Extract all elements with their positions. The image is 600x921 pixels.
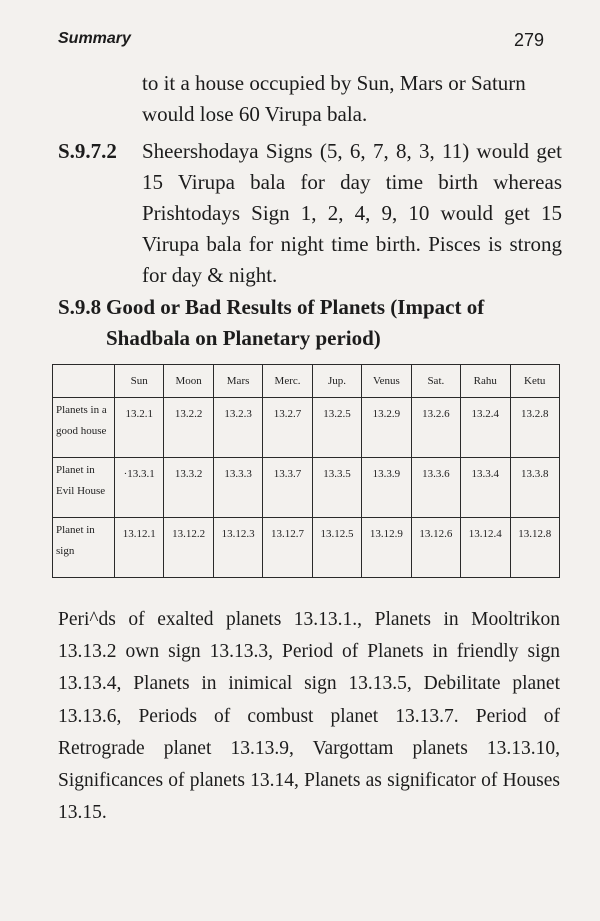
header-cell: Jup. [312,365,361,398]
table-cell: 13.3.3 [213,458,262,518]
header-cell [53,365,115,398]
table-cell: 13.3.6 [411,458,460,518]
table-cell: 13.2.9 [362,398,411,458]
header-cell: Sun [115,365,164,398]
table-cell: 13.2.4 [461,398,510,458]
table-cell: 13.3.7 [263,458,312,518]
table-cell: 13.2.6 [411,398,460,458]
table-cell: 13.2.8 [510,398,560,458]
table-cell: 13.2.1 [115,398,164,458]
table-cell: 13.12.3 [213,518,262,578]
row-label: Planet in Evil House [53,458,115,518]
header-cell: Merc. [263,365,312,398]
table-cell: 13.2.7 [263,398,312,458]
table-header-row [53,365,560,398]
intro-text: to it a house occupied by Sun, Mars or Saturn would lose 60 Virupa bala. [142,71,526,126]
table-cell: 13.12.4 [461,518,510,578]
table-cell: 13.3.4 [461,458,510,518]
header-cell: Sat. [411,365,460,398]
table-cell: 13.12.5 [312,518,361,578]
table-cell: 13.12.9 [362,518,411,578]
heading-line-2: Shadbala on Planetary period) [106,326,381,350]
header-cell: Ketu [510,365,560,398]
section-number: S.9.7.2 [58,139,117,163]
section-s972 [58,136,562,291]
table-cell: 13.3.8 [510,458,560,518]
section-number: S.9.8 [58,295,102,319]
table-cell: 13.12.6 [411,518,460,578]
body-paragraph: Peri^ds of exalted planets 13.13.1., Planets in Mooltrikon 13.13.2 own sign 13.13.3, Period of Planets in friendly sign 13.13.4, Planets in inimical sign 13.13.5, Debilitate planet 13.13.6, Periods of combust planet 13.13.7. Period of Retrograde planet 13.13.9, Vargottam planets 13.13.10, Significances of planets 13.14, Planets as significator of Houses 13.15. [58,609,560,824]
table-row [53,518,560,578]
section-body: Sheershodaya Signs (5, 6, 7, 8, 3, 11) would get 15 Virupa bala for day time birth whereas Prishtodays Sign 1, 2, 4, 9, 10 would get 15 Virupa bala for night time birth. Pisces is strong for day & night. [142,139,562,287]
table-cell: ·13.3.1 [115,458,164,518]
table-cell: 13.3.5 [312,458,361,518]
table-row [53,398,560,458]
header-cell: Mars [213,365,262,398]
table-cell: 13.2.2 [164,398,213,458]
table-cell: 13.12.1 [115,518,164,578]
row-label: Planets in a good house [53,398,115,458]
table-cell: 13.12.2 [164,518,213,578]
section-s98-heading [58,292,562,354]
row-label: Planet in sign [53,518,115,578]
heading-line-1: Good or Bad Results of Planets (Impact of [106,295,485,319]
table-cell: 13.3.2 [164,458,213,518]
table-cell: 13.12.8 [510,518,560,578]
header-cell: Venus [362,365,411,398]
header-cell: Rahu [461,365,510,398]
table-cell: 13.12.7 [263,518,312,578]
table-cell: 13.2.5 [312,398,361,458]
table-row [53,458,560,518]
page-header [58,30,544,56]
header-cell: Moon [164,365,213,398]
results-table [52,364,560,578]
table-cell: 13.3.9 [362,458,411,518]
page-number: 279 [513,30,544,50]
table-cell: 13.2.3 [213,398,262,458]
running-head: Summary [58,30,131,47]
